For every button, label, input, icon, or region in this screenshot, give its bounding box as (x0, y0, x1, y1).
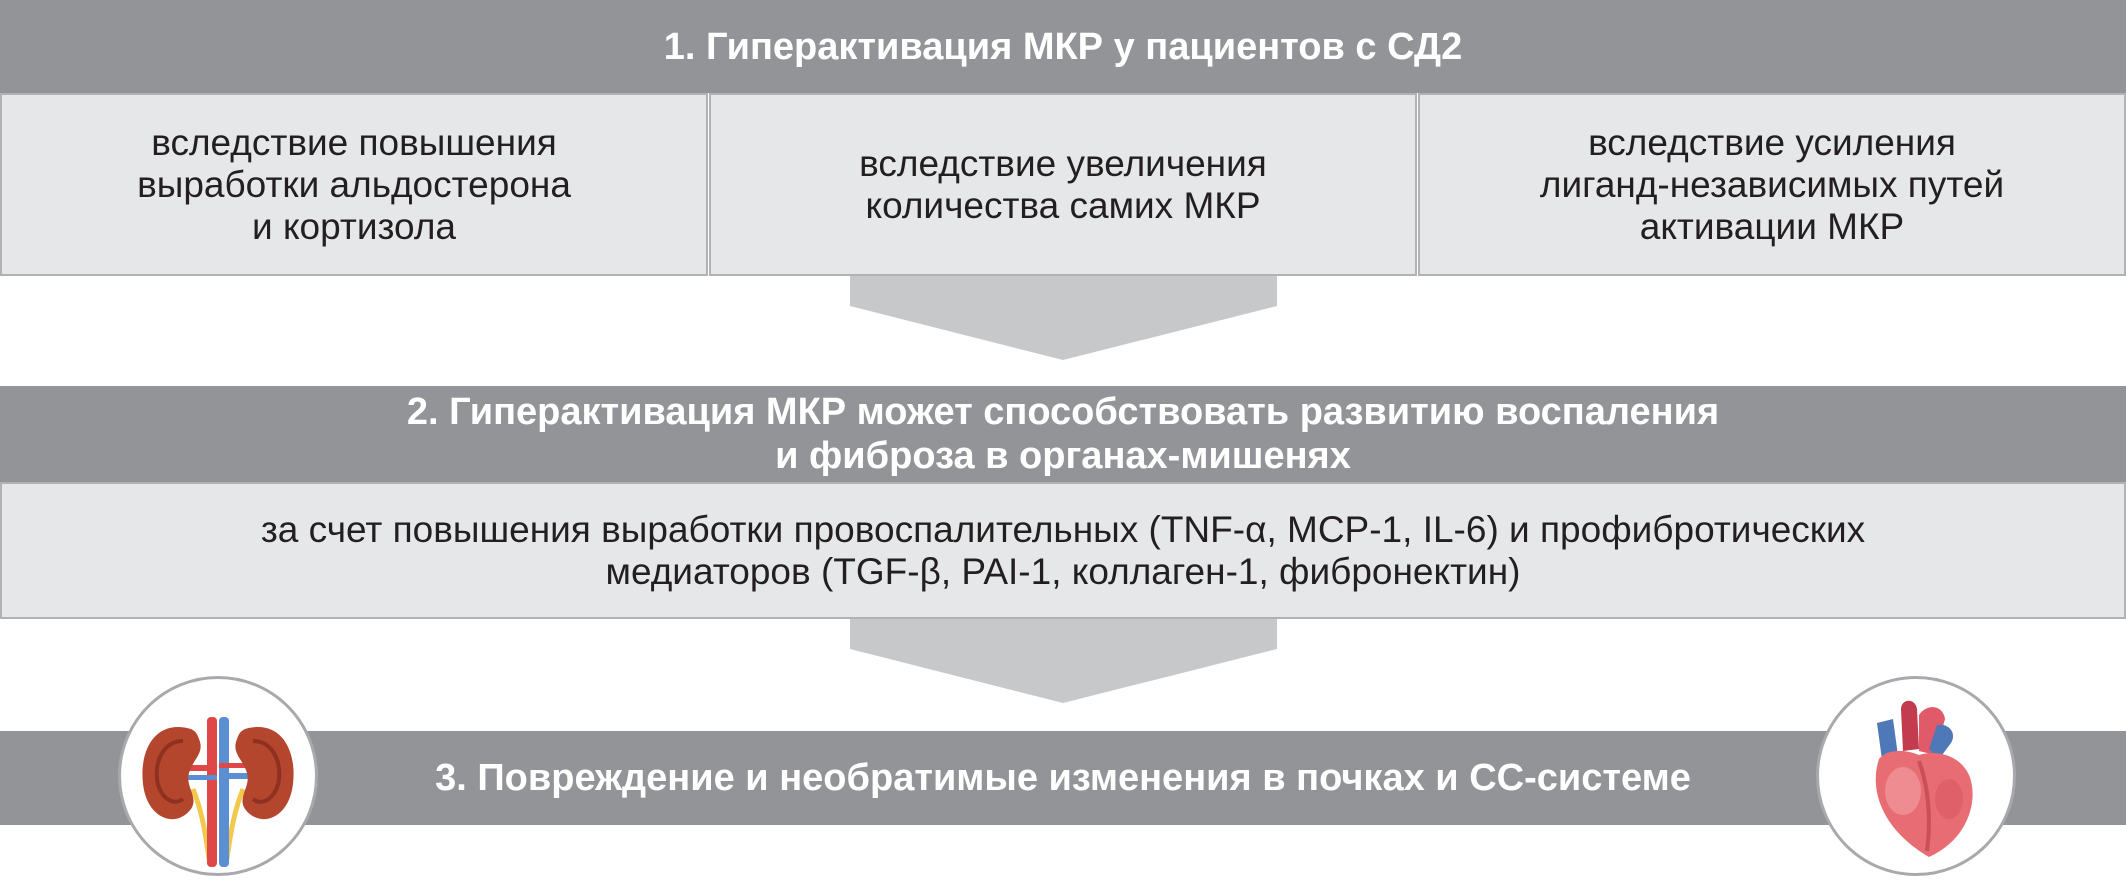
kidneys-circle (118, 676, 318, 876)
cause-cell-2 (709, 93, 1417, 276)
cause-2-line-1: вследствие увеличения (859, 142, 1267, 184)
cause-3-line-3: активации МКР (1639, 205, 1905, 247)
kidneys-icon (121, 679, 315, 873)
step2-title-line-2: и фиброза в органах-мишенях (775, 435, 1351, 477)
step3-title: 3. Повреждение и необратимые изменения в почках и СС-системе (435, 757, 1691, 799)
cause-3-line-1: вследствие усиления (1588, 121, 1956, 163)
cause-3-line-2: лиганд-независимых путей (1539, 163, 2005, 205)
step3-header (0, 731, 2126, 825)
step2-title-line-1: 2. Гиперактивация МКР может способствовать развитию воспаления (406, 391, 1720, 433)
cause-1-line-2: выработки альдостерона (137, 163, 571, 205)
step1-title: 1. Гиперактивация МКР у пациентов с СД2 (663, 25, 1463, 68)
down-arrow-1 (850, 276, 1277, 360)
step2-detail-line-1: за счет повышения выработки провоспалительных (TNF-α, MCP-1, IL-6) и профибротических (260, 508, 1866, 550)
cause-cell-1 (0, 93, 708, 276)
heart-circle (1816, 676, 2016, 876)
cause-1-line-1: вследствие повышения (151, 121, 557, 163)
step2-detail-line-2: медиаторов (TGF-β, PAI-1, коллаген-1, фибронектин) (605, 550, 1521, 592)
step2-detail (0, 482, 2126, 619)
cause-1-line-3: и кортизола (252, 205, 456, 247)
step2-header (0, 386, 2126, 482)
down-arrow-2 (850, 619, 1277, 703)
step1-header (0, 0, 2126, 93)
cause-cell-3 (1418, 93, 2126, 276)
heart-icon (1819, 679, 2013, 873)
cause-2-line-2: количества самих МКР (865, 184, 1261, 226)
